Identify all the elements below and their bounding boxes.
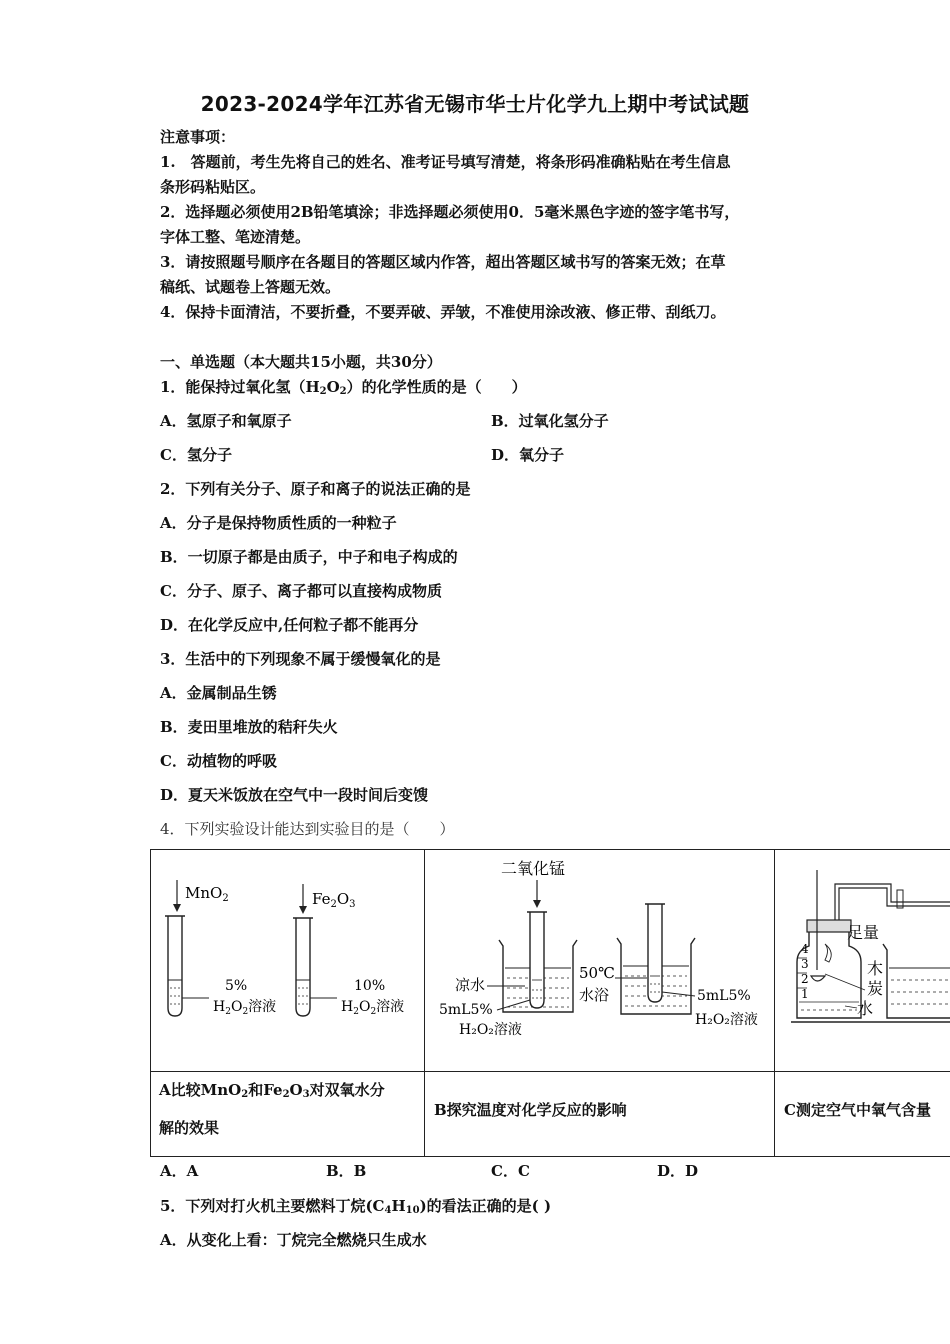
notice-line: 4．保持卡面清洁，不要折叠，不要弄破、弄皱，不准使用涂改液、修正带、刮纸刀。 <box>160 303 726 321</box>
notice-line: 条形码粘贴区。 <box>160 178 266 196</box>
notice-line: 3．请按照题号顺序在各题目的答题区域内作答，超出答题区域书写的答案无效；在草 <box>160 253 726 271</box>
figure-c-diagram <box>775 850 950 1071</box>
catalyst-label: 二氧化锰 <box>501 859 566 878</box>
q1-option-c: C．氢分子 <box>160 446 232 464</box>
q1-option-a: A．氢原子和氧原子 <box>160 412 292 430</box>
experiment-table <box>150 849 950 1157</box>
q2-option-d: D．在化学反应中,任何粒子都不能再分 <box>160 616 419 634</box>
h2o2-solution-label: $H_2O_2$溶液 <box>213 999 277 1017</box>
volume-label: 5mL5% <box>697 988 751 1004</box>
figure-a-diagram <box>151 850 424 1071</box>
q1-option-d: D．氧分子 <box>491 446 565 464</box>
q3-option-a: A．金属制品生锈 <box>160 684 277 702</box>
scale-tick: 1 <box>801 987 809 1001</box>
question-1-stem: 1．能保持过氧化氢$(H_2O_2)$的化学性质的是（ ） <box>160 378 527 397</box>
q4-option-c: C．C <box>491 1162 530 1180</box>
q2-option-a: A．分子是保持物质性质的一种粒子 <box>160 514 397 532</box>
temperature-label: 50℃ <box>579 964 615 982</box>
charcoal-label: 炭 <box>867 979 884 998</box>
reagent-mno2-label: MnO$_2$ <box>185 884 229 904</box>
h2o2-solution-label: H₂O₂溶液 <box>459 1022 522 1038</box>
q5-option-a: A．从变化上看：丁烷完全燃烧只生成水 <box>160 1231 427 1249</box>
q4-option-a: A．A <box>160 1162 199 1180</box>
h2o2-solution-label: H₂O₂溶液 <box>695 1012 758 1028</box>
cold-water-label: 凉水 <box>455 976 486 994</box>
sufficient-label: 足量 <box>847 923 880 942</box>
q1-option-b: B．过氧化氢分子 <box>491 412 609 430</box>
scale-tick: 4 <box>801 942 809 956</box>
q3-option-d: D．夏天米饭放在空气中一段时间后变馊 <box>160 786 429 804</box>
figure-b-diagram <box>425 850 774 1071</box>
question-5-stem: 5．下列对打火机主要燃料丁烷$(C_4H_{10})$的看法正确的是( ) <box>160 1197 552 1216</box>
notice-heading: 注意事项： <box>160 128 236 146</box>
caption-a: A比较MnO$_2$和$Fe_2O_3$对双氧水分 <box>159 1081 385 1100</box>
volume-label: 5mL5% <box>439 1002 493 1018</box>
caption-a-line2: 解的效果 <box>159 1119 220 1137</box>
caption-b: B探究温度对化学反应的影响 <box>434 1101 627 1119</box>
caption-c: C测定空气中氧气含量 <box>784 1101 931 1119</box>
h2o2-solution-label: $H_2O_2$溶液 <box>341 999 405 1017</box>
section-heading: 一、单选题（本大题共15小题，共30分） <box>160 353 442 371</box>
scale-tick: 3 <box>801 957 809 971</box>
q3-option-c: C．动植物的呼吸 <box>160 752 277 770</box>
notice-line: 稿纸、试题卷上答题无效。 <box>160 278 341 296</box>
notice-line: 字体工整、笔迹清楚。 <box>160 228 311 246</box>
conc-10-label: 10% <box>354 978 386 994</box>
q2-option-b: B．一切原子都是由质子，中子和电子构成的 <box>160 548 458 566</box>
water-bath-label: 水浴 <box>579 986 610 1004</box>
question-4-stem: 4．下列实验设计能达到实验目的是（ ） <box>160 820 455 838</box>
q4-option-d: D．D <box>657 1162 699 1180</box>
notice-line: 2．选择题必须使用2B铅笔填涂；非选择题必须使用0．5毫米黑色字迹的签字笔书写， <box>160 203 740 221</box>
reagent-fe2o3-label: $Fe_2O_3$ <box>312 890 356 910</box>
q2-option-c: C．分子、原子、离子都可以直接构成物质 <box>160 582 442 600</box>
q3-option-b: B．麦田里堆放的秸秆失火 <box>160 718 338 736</box>
charcoal-label: 木 <box>867 959 884 978</box>
q4-option-b: B．B <box>326 1162 367 1180</box>
question-2-stem: 2．下列有关分子、原子和离子的说法正确的是 <box>160 480 471 498</box>
water-label: 水 <box>857 999 874 1018</box>
page-title: 2023-2024学年江苏省无锡市华士片化学九上期中考试试题 <box>200 92 750 116</box>
conc-5-label: 5% <box>225 978 248 994</box>
question-3-stem: 3．生活中的下列现象不属于缓慢氧化的是 <box>160 650 441 668</box>
scale-tick: 2 <box>801 972 809 986</box>
notice-line: 1. 答题前，考生先将自己的姓名、准考证号填写清楚，将条形码准确粘贴在考生信息 <box>160 153 731 171</box>
